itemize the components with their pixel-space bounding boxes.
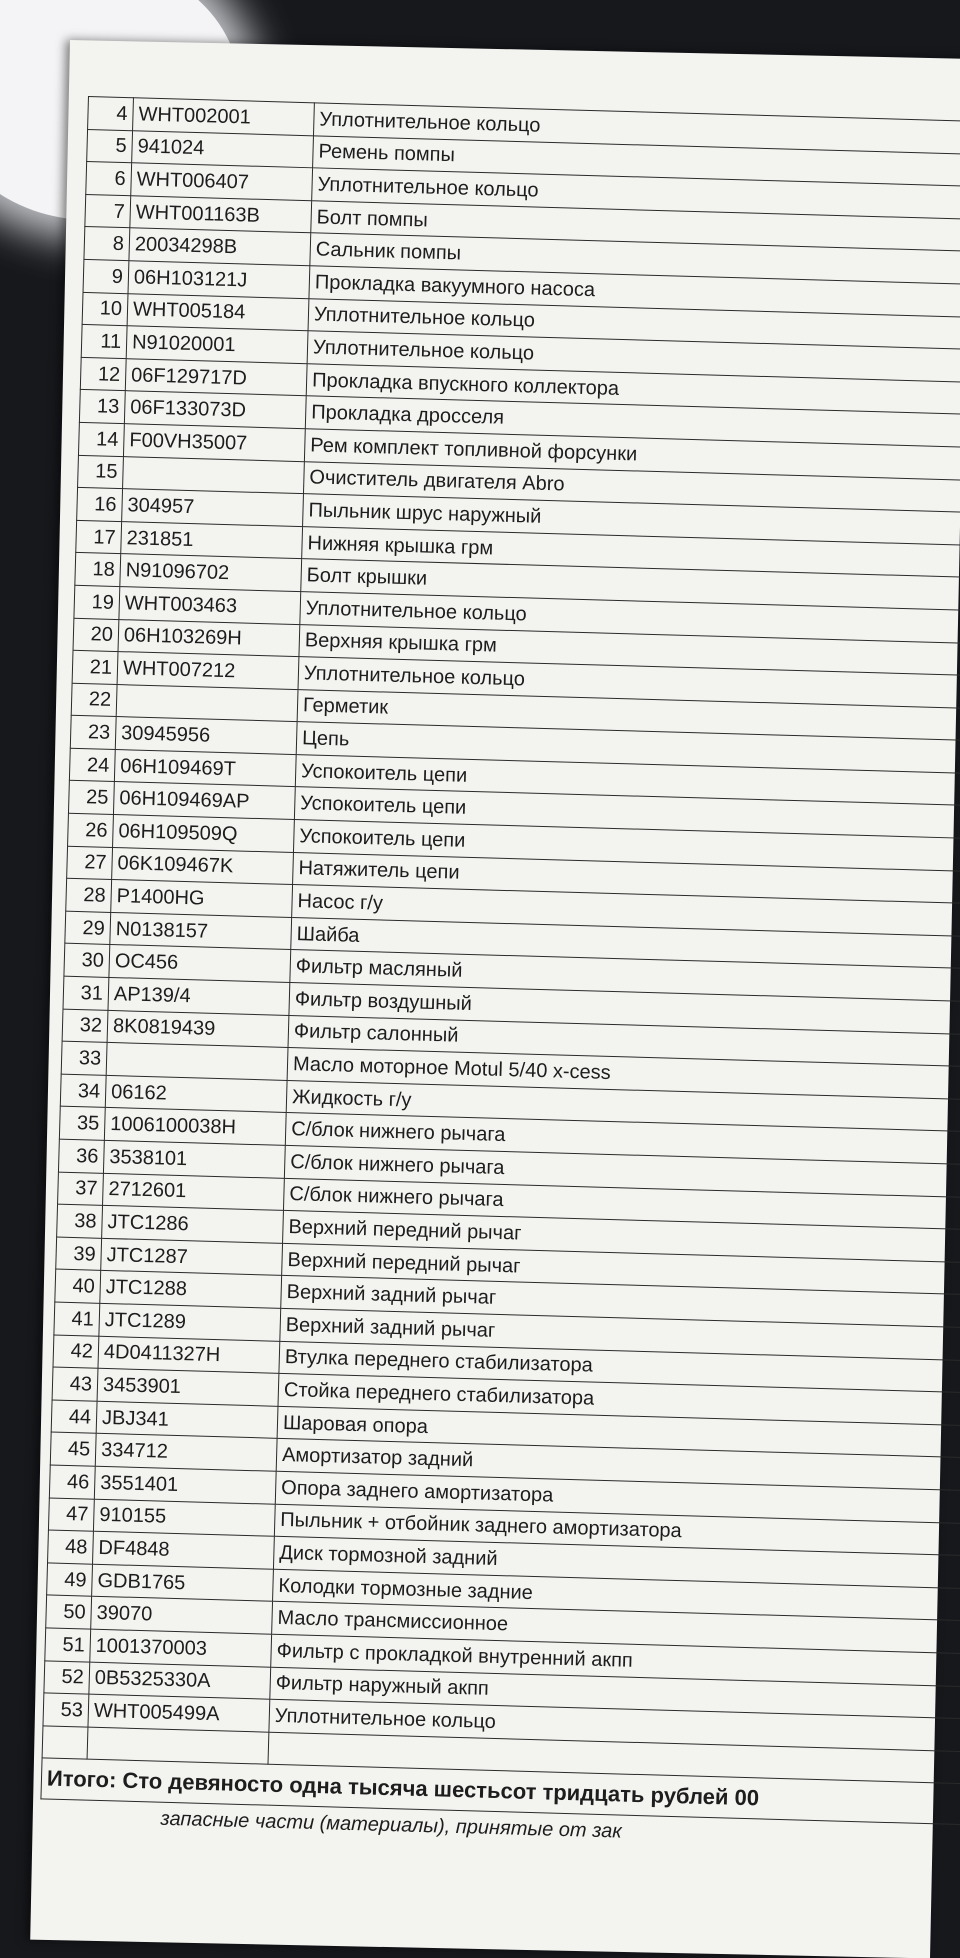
part-code: WHT007212 xyxy=(117,652,299,690)
row-number: 11 xyxy=(81,325,127,359)
row-number: 33 xyxy=(61,1041,107,1075)
part-code: AP139/4 xyxy=(108,977,290,1015)
part-description: Фильтр салонный xyxy=(288,1015,960,1067)
part-description: Диск тормозной задний xyxy=(273,1536,960,1588)
part-code xyxy=(116,684,298,722)
part-code: 4D0411327H xyxy=(98,1336,280,1374)
row-number: 28 xyxy=(66,878,112,912)
part-description: Колодки тормозные задние xyxy=(273,1569,960,1621)
part-code: DF4848 xyxy=(93,1531,275,1569)
row-number: 5 xyxy=(87,129,133,163)
part-code: 3551401 xyxy=(94,1466,276,1504)
part-description: Фильтр воздушный xyxy=(289,983,960,1035)
part-description: Верхний передний рычаг xyxy=(282,1243,960,1295)
part-code: 0B5325330A xyxy=(89,1662,271,1700)
row-number: 41 xyxy=(54,1302,100,1336)
part-description: Прокладка впускного коллектора xyxy=(306,363,960,415)
part-code: 06162 xyxy=(105,1075,287,1113)
part-description: Верхняя крышка грм xyxy=(299,624,960,676)
part-code: WHT006407 xyxy=(131,163,313,201)
part-code: 334712 xyxy=(95,1434,277,1472)
part-code: WHT003463 xyxy=(119,586,301,624)
part-code: 06F129717D xyxy=(125,358,307,396)
row-number: 23 xyxy=(70,716,116,750)
part-code: 06K109467K xyxy=(112,847,294,885)
part-code: OC456 xyxy=(109,945,291,983)
row-number: 26 xyxy=(68,813,114,847)
total-text: Итого: Сто девяносто одна тысяча шестьсот тридцать рублей 00 xyxy=(41,1758,960,1825)
row-number: 13 xyxy=(79,390,125,424)
row-number: 47 xyxy=(48,1497,94,1531)
part-description: Верхний задний рычаг xyxy=(280,1308,960,1360)
row-number: 14 xyxy=(78,422,124,456)
row-number: 52 xyxy=(44,1660,90,1694)
part-code: 3453901 xyxy=(97,1368,279,1406)
part-description: Уплотнительное кольцо xyxy=(313,103,960,155)
part-description: Фильтр масляный xyxy=(290,950,960,1002)
part-code: 06H109509Q xyxy=(113,815,295,853)
parts-table xyxy=(40,96,960,1857)
part-code: 20034298B xyxy=(129,228,311,266)
part-description: Пыльник шрус наружный xyxy=(303,494,960,546)
part-code: 2712601 xyxy=(103,1173,285,1211)
part-code: N91020001 xyxy=(126,326,308,364)
part-code: 910155 xyxy=(93,1499,275,1537)
row-number: 4 xyxy=(88,97,134,131)
part-code: F00VH35007 xyxy=(123,424,305,462)
part-description: Уплотнительное кольцо xyxy=(300,592,960,644)
part-code: 06F133073D xyxy=(124,391,306,429)
part-code: 1006100038H xyxy=(104,1108,286,1146)
part-description: Пыльник + отбойник заднего амортизатора xyxy=(274,1504,960,1556)
row-number: 43 xyxy=(52,1367,98,1401)
row-number: 35 xyxy=(59,1107,105,1141)
part-code: 06H109469T xyxy=(114,749,296,787)
part-code: JBJ341 xyxy=(96,1401,278,1439)
part-description: Нижняя крышка грм xyxy=(302,526,960,578)
part-code: JTC1286 xyxy=(102,1206,284,1244)
row-number: 9 xyxy=(83,259,129,293)
row-number: 18 xyxy=(75,553,121,587)
row-number xyxy=(42,1726,88,1760)
part-description: Насос г/у xyxy=(292,885,960,937)
row-number: 45 xyxy=(50,1432,96,1466)
row-number: 53 xyxy=(43,1693,89,1727)
row-number: 30 xyxy=(64,944,110,978)
part-description: Верхний задний рычаг xyxy=(281,1276,960,1328)
part-description: Жидкость г/у xyxy=(286,1080,960,1132)
row-number: 27 xyxy=(67,846,113,880)
part-code: 1001370003 xyxy=(90,1629,272,1667)
row-number: 17 xyxy=(76,520,122,554)
part-description: Болт помпы xyxy=(311,201,960,253)
part-code: 39070 xyxy=(91,1596,273,1634)
part-description: С/блок нижнего рычага xyxy=(283,1178,960,1230)
part-description: Успокоитель цепи xyxy=(295,754,960,806)
part-code: WHT005184 xyxy=(127,293,309,331)
part-description: С/блок нижнего рычага xyxy=(284,1145,960,1197)
part-description: Цепь xyxy=(296,722,960,774)
part-description: Натяжитель цепи xyxy=(293,852,960,904)
row-number: 10 xyxy=(82,292,128,326)
row-number: 34 xyxy=(60,1074,106,1108)
part-description: Болт крышки xyxy=(301,559,960,611)
part-description: Ремень помпы xyxy=(313,135,960,187)
part-description: Прокладка дросселя xyxy=(305,396,960,448)
part-description: Прокладка вакуумного насоса xyxy=(309,266,960,318)
part-code: P1400HG xyxy=(111,880,293,918)
part-code: N0138157 xyxy=(110,912,292,950)
row-number: 7 xyxy=(85,194,131,228)
parts-table-body xyxy=(42,97,960,1785)
part-description: Шаровая опора xyxy=(277,1406,960,1458)
part-code: 8K0819439 xyxy=(107,1010,289,1048)
part-description: Уплотнительное кольцо xyxy=(307,331,960,383)
row-number: 46 xyxy=(49,1465,95,1499)
part-code: GDB1765 xyxy=(92,1564,274,1602)
row-number: 19 xyxy=(74,585,120,619)
row-number: 49 xyxy=(47,1563,93,1597)
row-number: 39 xyxy=(56,1237,102,1271)
part-description: Успокоитель цепи xyxy=(293,820,960,872)
row-number: 50 xyxy=(46,1595,92,1629)
row-number: 15 xyxy=(78,455,124,489)
row-number: 32 xyxy=(62,1009,108,1043)
part-code: 231851 xyxy=(121,521,303,559)
part-description: Уплотнительное кольцо xyxy=(269,1699,960,1751)
part-code xyxy=(87,1727,269,1765)
part-description: Масло моторное Motul 5/40 x-cess xyxy=(287,1048,960,1100)
row-number: 8 xyxy=(84,227,130,261)
part-description: С/блок нижнего рычага xyxy=(285,1113,960,1165)
row-number: 42 xyxy=(53,1335,99,1369)
part-description: Очиститель двигателя Abro xyxy=(303,461,960,513)
part-code: 06H103121J xyxy=(128,261,310,299)
row-number: 16 xyxy=(77,487,123,521)
part-code: 941024 xyxy=(132,130,314,168)
part-description: Успокоитель цепи xyxy=(294,787,960,839)
row-number: 20 xyxy=(73,618,119,652)
row-number: 6 xyxy=(86,162,132,196)
part-description: Масло трансмиссионное xyxy=(272,1602,960,1654)
row-number: 44 xyxy=(51,1400,97,1434)
part-description: Стойка переднего стабилизатора xyxy=(278,1373,960,1425)
row-number: 12 xyxy=(80,357,126,391)
part-description: Уплотнительное кольцо xyxy=(312,168,960,220)
row-number: 48 xyxy=(48,1530,94,1564)
row-number: 21 xyxy=(72,650,118,684)
part-code: WHT001163B xyxy=(130,196,312,234)
part-code: 06H109469AP xyxy=(113,782,295,820)
part-description: Фильтр с прокладкой внутренний акпп xyxy=(271,1634,960,1686)
row-number: 24 xyxy=(69,748,115,782)
part-code: N91096702 xyxy=(120,554,302,592)
part-description: Рем комплект топливной форсунки xyxy=(304,429,960,481)
part-code: JTC1289 xyxy=(99,1303,281,1341)
row-number: 51 xyxy=(45,1628,91,1662)
part-description: Фильтр наружный акпп xyxy=(270,1667,960,1719)
part-description: Опора заднего амортизатора xyxy=(275,1471,960,1523)
part-code xyxy=(123,456,305,494)
part-description: Уплотнительное кольцо xyxy=(298,657,960,709)
row-number: 25 xyxy=(68,781,114,815)
part-code: 06H103269H xyxy=(118,619,300,657)
part-code: WHT005499A xyxy=(88,1694,270,1732)
part-description: Герметик xyxy=(297,689,960,741)
part-description: Верхний передний рычаг xyxy=(283,1211,960,1263)
row-number: 31 xyxy=(63,976,109,1010)
part-code xyxy=(106,1043,288,1081)
part-code: JTC1288 xyxy=(100,1271,282,1309)
part-code: JTC1287 xyxy=(101,1238,283,1276)
part-description: Амортизатор задний xyxy=(276,1439,960,1491)
part-code: WHT002001 xyxy=(133,98,315,136)
row-number: 29 xyxy=(65,911,111,945)
part-code: 3538101 xyxy=(103,1140,285,1178)
part-description: Сальник помпы xyxy=(310,233,960,285)
footer-text: запасные части (материалы), принятые от зак xyxy=(160,1807,623,1843)
row-number: 40 xyxy=(55,1269,101,1303)
part-description: Уплотнительное кольцо xyxy=(308,298,960,350)
part-code: 304957 xyxy=(122,489,304,527)
row-number: 22 xyxy=(71,683,117,717)
part-description: Втулка переднего стабилизатора xyxy=(279,1341,960,1393)
row-number: 37 xyxy=(58,1172,104,1206)
row-number: 38 xyxy=(57,1204,103,1238)
part-description: Шайба xyxy=(291,917,960,969)
part-code: 30945956 xyxy=(115,717,297,755)
row-number: 36 xyxy=(58,1139,104,1173)
